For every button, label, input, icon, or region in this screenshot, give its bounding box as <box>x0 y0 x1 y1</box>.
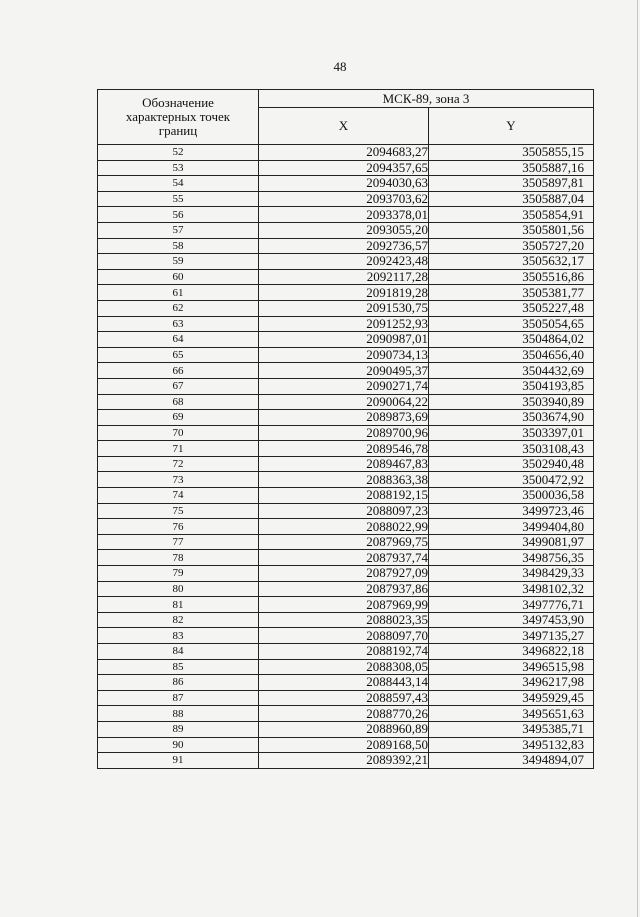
point-number-cell: 86 <box>98 675 259 691</box>
y-coordinate-cell: 3497453,90 <box>429 612 594 628</box>
x-coordinate-cell: 2094357,65 <box>259 160 429 176</box>
x-coordinate-cell: 2091819,28 <box>259 285 429 301</box>
point-number-cell: 68 <box>98 394 259 410</box>
point-number-cell: 91 <box>98 753 259 769</box>
table-row <box>98 597 594 613</box>
table-row <box>98 659 594 675</box>
x-coordinate-cell: 2093055,20 <box>259 222 429 238</box>
x-coordinate-cell: 2088192,74 <box>259 644 429 660</box>
table-row <box>98 347 594 363</box>
y-coordinate-cell: 3505054,65 <box>429 316 594 332</box>
x-column-header: X <box>259 108 429 145</box>
y-coordinate-cell: 3498756,35 <box>429 550 594 566</box>
point-number-cell: 55 <box>98 191 259 207</box>
x-coordinate-cell: 2088960,89 <box>259 721 429 737</box>
table-row <box>98 160 594 176</box>
table-row <box>98 488 594 504</box>
y-coordinate-cell: 3496515,98 <box>429 659 594 675</box>
table-row <box>98 566 594 582</box>
x-coordinate-cell: 2089467,83 <box>259 456 429 472</box>
table-row <box>98 207 594 223</box>
y-coordinate-cell: 3503108,43 <box>429 441 594 457</box>
table-row <box>98 254 594 270</box>
y-coordinate-cell: 3499723,46 <box>429 503 594 519</box>
x-coordinate-cell: 2089873,69 <box>259 410 429 426</box>
y-coordinate-cell: 3505227,48 <box>429 300 594 316</box>
y-coordinate-cell: 3505381,77 <box>429 285 594 301</box>
point-number-cell: 66 <box>98 363 259 379</box>
table-row <box>98 394 594 410</box>
point-number-cell: 52 <box>98 145 259 161</box>
x-coordinate-cell: 2088097,23 <box>259 503 429 519</box>
y-coordinate-cell: 3496217,98 <box>429 675 594 691</box>
y-coordinate-cell: 3502940,48 <box>429 456 594 472</box>
x-coordinate-cell: 2088443,14 <box>259 675 429 691</box>
table-row <box>98 675 594 691</box>
x-coordinate-cell: 2088192,15 <box>259 488 429 504</box>
x-coordinate-cell: 2090064,22 <box>259 394 429 410</box>
point-number-cell: 77 <box>98 534 259 550</box>
x-coordinate-cell: 2088597,43 <box>259 690 429 706</box>
table-row <box>98 612 594 628</box>
point-number-cell: 76 <box>98 519 259 535</box>
y-coordinate-cell: 3505632,17 <box>429 254 594 270</box>
x-coordinate-cell: 2087937,86 <box>259 581 429 597</box>
point-number-cell: 83 <box>98 628 259 644</box>
x-coordinate-cell: 2088770,26 <box>259 706 429 722</box>
x-coordinate-cell: 2093378,01 <box>259 207 429 223</box>
point-number-cell: 70 <box>98 425 259 441</box>
y-coordinate-cell: 3504656,40 <box>429 347 594 363</box>
x-coordinate-cell: 2089546,78 <box>259 441 429 457</box>
point-number-cell: 62 <box>98 300 259 316</box>
table-row <box>98 753 594 769</box>
y-coordinate-cell: 3499404,80 <box>429 519 594 535</box>
x-coordinate-cell: 2089700,96 <box>259 425 429 441</box>
point-number-cell: 78 <box>98 550 259 566</box>
point-number-cell: 61 <box>98 285 259 301</box>
x-coordinate-cell: 2088097,70 <box>259 628 429 644</box>
y-coordinate-cell: 3495651,63 <box>429 706 594 722</box>
table-row <box>98 332 594 348</box>
point-designation-header-line3: границ <box>158 123 198 138</box>
table-row <box>98 191 594 207</box>
x-coordinate-cell: 2094683,27 <box>259 145 429 161</box>
y-coordinate-cell: 3505887,16 <box>429 160 594 176</box>
table-row <box>98 378 594 394</box>
point-number-cell: 87 <box>98 690 259 706</box>
table-row <box>98 690 594 706</box>
y-coordinate-cell: 3496822,18 <box>429 644 594 660</box>
x-coordinate-cell: 2091530,75 <box>259 300 429 316</box>
y-coordinate-cell: 3495132,83 <box>429 737 594 753</box>
point-number-cell: 85 <box>98 659 259 675</box>
point-number-cell: 56 <box>98 207 259 223</box>
table-row <box>98 534 594 550</box>
x-coordinate-cell: 2092117,28 <box>259 269 429 285</box>
point-designation-header <box>98 90 259 145</box>
x-coordinate-cell: 2090271,74 <box>259 378 429 394</box>
point-number-cell: 65 <box>98 347 259 363</box>
y-coordinate-cell: 3505516,86 <box>429 269 594 285</box>
y-coordinate-cell: 3498102,32 <box>429 581 594 597</box>
y-coordinate-cell: 3503397,01 <box>429 425 594 441</box>
point-number-cell: 67 <box>98 378 259 394</box>
y-coordinate-cell: 3500036,58 <box>429 488 594 504</box>
y-coordinate-cell: 3503674,90 <box>429 410 594 426</box>
table-row <box>98 503 594 519</box>
point-number-cell: 63 <box>98 316 259 332</box>
table-row <box>98 285 594 301</box>
x-coordinate-cell: 2093703,62 <box>259 191 429 207</box>
point-number-cell: 54 <box>98 176 259 192</box>
point-number-cell: 84 <box>98 644 259 660</box>
point-number-cell: 79 <box>98 566 259 582</box>
y-coordinate-cell: 3504864,02 <box>429 332 594 348</box>
x-coordinate-cell: 2088308,05 <box>259 659 429 675</box>
table-row <box>98 550 594 566</box>
coordinate-system-header: МСК-89, зона 3 <box>259 90 594 108</box>
table-row <box>98 644 594 660</box>
point-number-cell: 60 <box>98 269 259 285</box>
table-row <box>98 363 594 379</box>
point-number-cell: 75 <box>98 503 259 519</box>
x-coordinate-cell: 2090987,01 <box>259 332 429 348</box>
table-row <box>98 472 594 488</box>
y-coordinate-cell: 3500472,92 <box>429 472 594 488</box>
point-number-cell: 59 <box>98 254 259 270</box>
x-coordinate-cell: 2092736,57 <box>259 238 429 254</box>
table-row <box>98 519 594 535</box>
y-coordinate-cell: 3495385,71 <box>429 721 594 737</box>
y-coordinate-cell: 3504193,85 <box>429 378 594 394</box>
table-row <box>98 145 594 161</box>
point-number-cell: 64 <box>98 332 259 348</box>
y-coordinate-cell: 3505801,56 <box>429 222 594 238</box>
x-coordinate-cell: 2090734,13 <box>259 347 429 363</box>
point-number-cell: 53 <box>98 160 259 176</box>
x-coordinate-cell: 2087969,75 <box>259 534 429 550</box>
point-number-cell: 72 <box>98 456 259 472</box>
x-coordinate-cell: 2088023,35 <box>259 612 429 628</box>
point-number-cell: 89 <box>98 721 259 737</box>
point-number-cell: 88 <box>98 706 259 722</box>
y-coordinate-cell: 3495929,45 <box>429 690 594 706</box>
table-row <box>98 425 594 441</box>
x-coordinate-cell: 2092423,48 <box>259 254 429 270</box>
x-coordinate-cell: 2090495,37 <box>259 363 429 379</box>
y-coordinate-cell: 3505887,04 <box>429 191 594 207</box>
table-header-row <box>98 90 594 108</box>
point-number-cell: 69 <box>98 410 259 426</box>
x-coordinate-cell: 2089168,50 <box>259 737 429 753</box>
x-coordinate-cell: 2088022,99 <box>259 519 429 535</box>
point-number-cell: 81 <box>98 597 259 613</box>
point-number-cell: 80 <box>98 581 259 597</box>
y-coordinate-cell: 3505897,81 <box>429 176 594 192</box>
point-number-cell: 57 <box>98 222 259 238</box>
x-coordinate-cell: 2087969,99 <box>259 597 429 613</box>
x-coordinate-cell: 2091252,93 <box>259 316 429 332</box>
y-coordinate-cell: 3494894,07 <box>429 753 594 769</box>
point-number-cell: 82 <box>98 612 259 628</box>
y-coordinate-cell: 3505855,15 <box>429 145 594 161</box>
table-row <box>98 441 594 457</box>
y-coordinate-cell: 3505854,91 <box>429 207 594 223</box>
table-row <box>98 706 594 722</box>
page-number: 48 <box>333 59 347 74</box>
point-number-cell: 71 <box>98 441 259 457</box>
y-coordinate-cell: 3505727,20 <box>429 238 594 254</box>
y-coordinate-cell: 3504432,69 <box>429 363 594 379</box>
x-coordinate-cell: 2087937,74 <box>259 550 429 566</box>
table-row <box>98 410 594 426</box>
point-designation-header-line1: Обозначение <box>142 95 214 110</box>
table-row <box>98 737 594 753</box>
y-coordinate-cell: 3497776,71 <box>429 597 594 613</box>
x-coordinate-cell: 2089392,21 <box>259 753 429 769</box>
point-number-cell: 74 <box>98 488 259 504</box>
point-number-cell: 58 <box>98 238 259 254</box>
y-coordinate-cell: 3499081,97 <box>429 534 594 550</box>
y-coordinate-cell: 3497135,27 <box>429 628 594 644</box>
point-number-cell: 90 <box>98 737 259 753</box>
y-column-header: Y <box>429 108 594 145</box>
x-coordinate-cell: 2094030,63 <box>259 176 429 192</box>
point-number-cell: 73 <box>98 472 259 488</box>
y-coordinate-cell: 3503940,89 <box>429 394 594 410</box>
table-row <box>98 628 594 644</box>
coordinates-table <box>97 89 594 769</box>
x-coordinate-cell: 2087927,09 <box>259 566 429 582</box>
table-row <box>98 581 594 597</box>
table-row <box>98 456 594 472</box>
point-designation-header-line2: характерных точек <box>125 109 231 124</box>
table-row <box>98 721 594 737</box>
table-row <box>98 176 594 192</box>
table-row <box>98 238 594 254</box>
table-row <box>98 222 594 238</box>
y-coordinate-cell: 3498429,33 <box>429 566 594 582</box>
table-row <box>98 269 594 285</box>
table-row <box>98 300 594 316</box>
x-coordinate-cell: 2088363,38 <box>259 472 429 488</box>
page-edge-line <box>637 0 638 917</box>
table-row <box>98 316 594 332</box>
